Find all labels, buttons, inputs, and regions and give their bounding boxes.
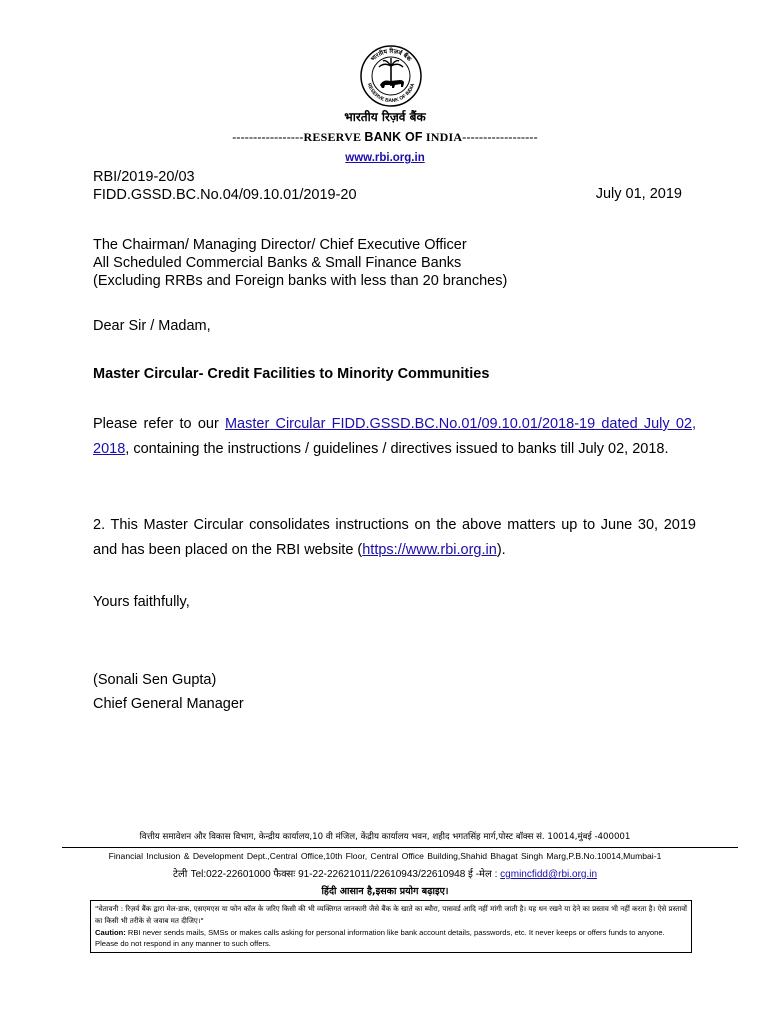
website-link[interactable]: www.rbi.org.in — [345, 152, 425, 164]
tel-label-hindi: टेली — [172, 869, 191, 880]
footer-email-link[interactable]: cgmincfidd@rbi.org.in — [500, 869, 598, 880]
addressee-line: The Chairman/ Managing Director/ Chief Executive Officer — [93, 237, 467, 253]
signatory-block — [93, 668, 244, 716]
caution-box — [90, 900, 692, 953]
footer-divider — [62, 847, 738, 848]
addressee-line: All Scheduled Commercial Banks & Small Finance Banks — [93, 255, 462, 271]
footer-address-hindi: वित्तीय समावेशन और विकास विभाग, केन्द्रीय कार्यालय,10 वी मंजिल, केंद्रीय कार्यालय भवन, शहीद भगतसिंह मार्ग,पोस्ट बॉक्स सं. 10014,मुंबई -400001 — [139, 832, 631, 842]
paragraph-text: Please refer to our — [93, 416, 225, 432]
bank-name-prefix: -----------------RESERVE — [232, 130, 365, 144]
master-circular-link[interactable]: Master Circular FIDD.GSSD.BC.No.01/09.10.01/2018-19 dated July 02, 2018 — [93, 416, 696, 457]
closing: Yours faithfully, — [93, 594, 190, 610]
addressee-line: (Excluding RRBs and Foreign banks with less than 20 branches) — [93, 273, 508, 289]
caution-text: RBI never sends mails, SMSs or makes calls asking for personal information like bank account details, passwords, etc. It never keeps or offers funds to anyone. Please do not respond in any manner to such offers. — [95, 928, 665, 948]
reference-number: RBI/2019-20/03 — [93, 169, 195, 185]
signatory-designation: Chief General Manager — [93, 696, 244, 712]
paragraph-text: ). — [496, 542, 506, 558]
website-row — [0, 152, 770, 164]
paragraph-text: 2. This Master Circular consolidates instructions on the above matters up to June 30, 2019 and has been placed on the RBI website ( — [93, 517, 696, 558]
footer-contact — [0, 866, 770, 880]
bank-name-main: BANK OF — [364, 130, 423, 144]
svg-text:RESERVE BANK OF INDIA: RESERVE BANK OF INDIA — [365, 82, 417, 105]
bank-name-hindi: भारतीय रिज़र्व बैंक — [344, 110, 426, 124]
paragraph-2 — [93, 513, 696, 563]
circular-code: FIDD.GSSD.BC.No.04/09.10.01/2019-20 — [93, 187, 357, 203]
paragraph-text: , containing the instructions / guidelines / directives issued to banks till July 02, 2018. — [125, 441, 669, 457]
salutation: Dear Sir / Madam, — [93, 318, 211, 334]
caution-label: Caution: — [95, 928, 126, 937]
hindi-slogan: हिंदी आसान है,इसका प्रयोग बढ़ाइए। — [321, 886, 449, 897]
rbi-seal-logo — [359, 44, 423, 108]
bank-name-suffix: INDIA------------------ — [422, 130, 538, 144]
circular-date: July 01, 2019 — [595, 186, 682, 202]
caution-english — [95, 927, 687, 949]
svg-text:भारतीय रिज़र्व बैंक: भारतीय रिज़र्व बैंक — [369, 47, 413, 63]
bank-name-english — [0, 130, 770, 145]
addressee-block — [93, 236, 693, 290]
contact-numbers: Tel:022-22601000 फैक्सः 91-22-22621011/22610943/22610948 ई -मेल : — [190, 869, 501, 880]
footer-address-english: Financial Inclusion & Development Dept.,Central Office,10th Floor, Central Office Building,Shahid Bhagat Singh Marg,P.B.No.10014,Mumbai-1 — [108, 851, 662, 861]
reference-block — [93, 168, 683, 204]
signatory-name: (Sonali Sen Gupta) — [93, 672, 217, 688]
paragraph-1 — [93, 412, 696, 462]
rbi-website-link[interactable]: https://www.rbi.org.in — [362, 542, 497, 558]
subject-line: Master Circular- Credit Facilities to Minority Communities — [93, 366, 490, 382]
caution-hindi: "चेतावनी : रिज़र्व बैंक द्वारा मेल-डाक, एसएमएस या फोन कॉल के जरिए किसी की भी व्यक्तिगत जानकारी जैसे बैंक के खाते का ब्यौरा, पासवर्ड आदि नहीं मांगी जाती है। यह धन रखने या देने का प्रस्ताव भी नहीं करता है। ऐसे प्रस्तावों का किसी भी तरीके से जवाब मत दीजिए।" — [95, 904, 687, 925]
